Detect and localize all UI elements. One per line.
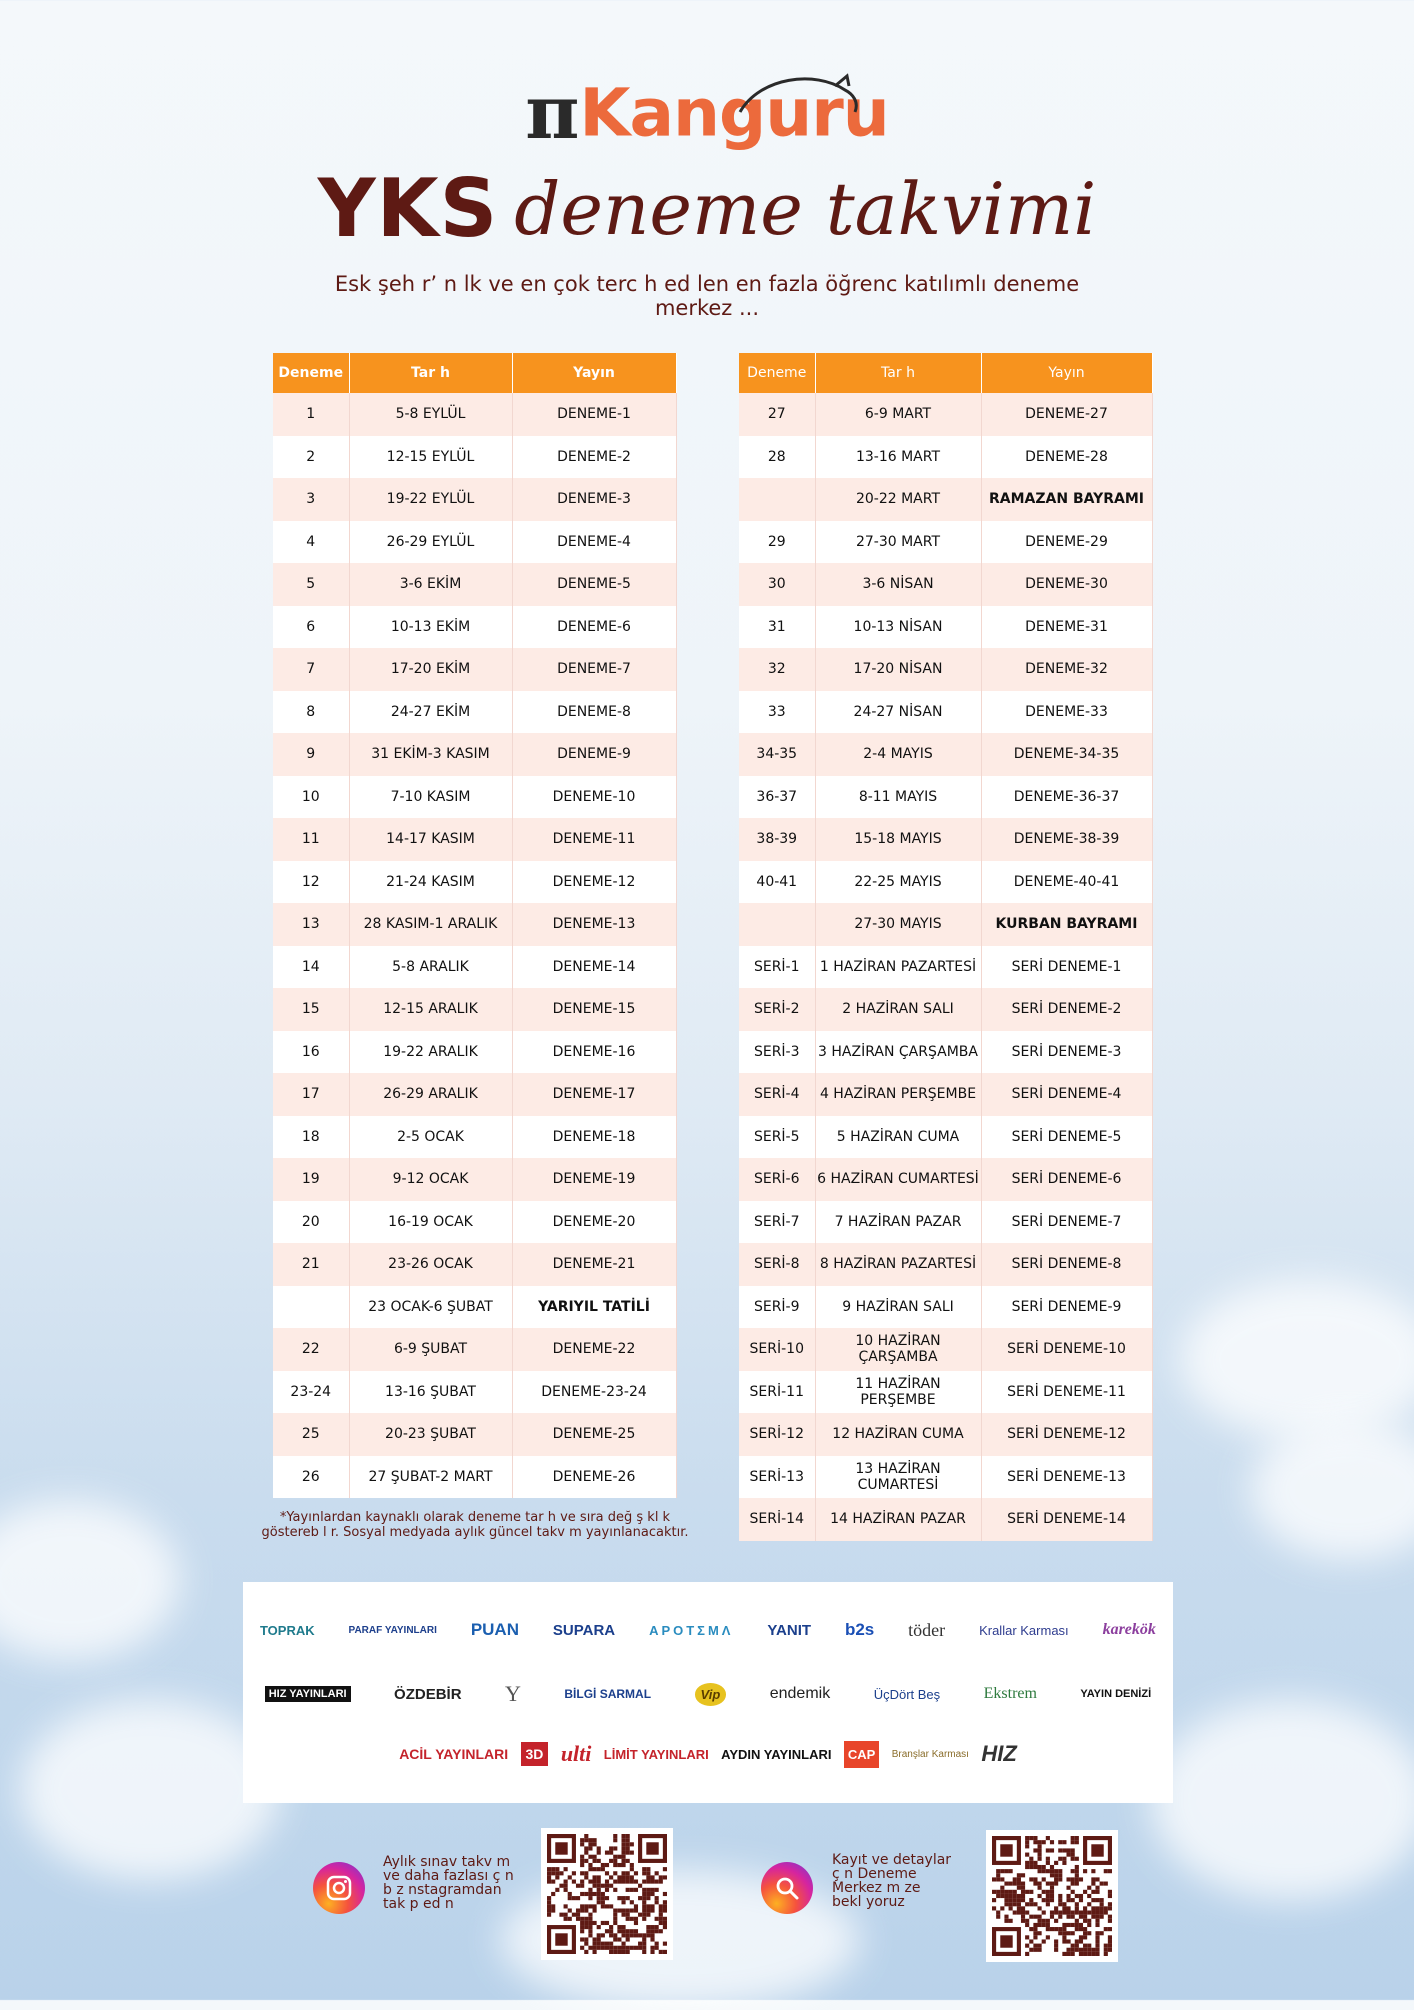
cell-yayin: DENEME-14 bbox=[512, 946, 676, 989]
cell-yayin: SERİ DENEME-9 bbox=[981, 1286, 1152, 1329]
publisher-logo: ulti bbox=[560, 1741, 592, 1766]
table-row bbox=[273, 1243, 676, 1286]
cell-yayin: SERİ DENEME-1 bbox=[981, 946, 1152, 989]
cell-deneme: SERİ-13 bbox=[739, 1456, 815, 1499]
cloud-decoration bbox=[1150, 1700, 1414, 1900]
cell-tarih: 26-29 EYLÜL bbox=[349, 521, 512, 564]
cell-yayin: DENEME-29 bbox=[981, 521, 1152, 564]
table-row bbox=[739, 1456, 1152, 1499]
header-deneme: Deneme bbox=[273, 353, 349, 393]
cell-yayin: DENEME-38-39 bbox=[981, 818, 1152, 861]
cell-yayin: DENEME-2 bbox=[512, 436, 676, 479]
cell-tarih: 7 HAZİRAN PAZAR bbox=[815, 1201, 981, 1244]
cell-deneme: SERİ-11 bbox=[739, 1371, 815, 1414]
cell-yayin: DENEME-28 bbox=[981, 436, 1152, 479]
header-deneme: Deneme bbox=[739, 353, 815, 393]
brand-logo bbox=[0, 70, 1414, 156]
table-row bbox=[273, 1158, 676, 1201]
table-row bbox=[273, 606, 676, 649]
cloud-decoration bbox=[1180, 1280, 1414, 1440]
cell-deneme: 19 bbox=[273, 1158, 349, 1201]
table-row bbox=[739, 1286, 1152, 1329]
title-main: YKS bbox=[317, 162, 499, 255]
cell-deneme: 28 bbox=[739, 436, 815, 479]
table-row bbox=[273, 478, 676, 521]
cell-deneme: 34-35 bbox=[739, 733, 815, 776]
cell-yayin: YARIYIL TATİLİ bbox=[512, 1286, 676, 1329]
cell-yayin: SERİ DENEME-2 bbox=[981, 988, 1152, 1031]
table-row bbox=[273, 776, 676, 819]
publisher-logo: ÜçDört Beş bbox=[873, 1686, 941, 1702]
cell-yayin: DENEME-22 bbox=[512, 1328, 676, 1371]
cell-tarih: 31 EKİM-3 KASIM bbox=[349, 733, 512, 776]
cell-yayin: DENEME-1 bbox=[512, 393, 676, 436]
magnifier-glyph-icon bbox=[773, 1874, 801, 1902]
cell-tarih: 16-19 OCAK bbox=[349, 1201, 512, 1244]
cell-tarih: 26-29 ARALIK bbox=[349, 1073, 512, 1116]
cell-yayin: DENEME-10 bbox=[512, 776, 676, 819]
cell-yayin: DENEME-6 bbox=[512, 606, 676, 649]
footnote: *Yayınlardan kaynaklı olarak deneme tar h ve sıra değ ş kl k göstereb l r. Sosyal medyada aylık güncel takv m yayınlanacaktır. bbox=[261, 1510, 689, 1540]
cell-deneme: SERİ-2 bbox=[739, 988, 815, 1031]
cell-yayin: DENEME-31 bbox=[981, 606, 1152, 649]
cell-yayin: DENEME-9 bbox=[512, 733, 676, 776]
cell-deneme: SERİ-6 bbox=[739, 1158, 815, 1201]
cell-deneme: 25 bbox=[273, 1413, 349, 1456]
table-row bbox=[273, 563, 676, 606]
table-row bbox=[273, 903, 676, 946]
table-row bbox=[739, 1328, 1152, 1371]
cell-tarih: 10-13 EKİM bbox=[349, 606, 512, 649]
table-row bbox=[273, 1413, 676, 1456]
qr-code-icon bbox=[992, 1836, 1112, 1956]
cell-deneme bbox=[273, 1286, 349, 1329]
cell-yayin: DENEME-19 bbox=[512, 1158, 676, 1201]
publisher-logo: Y bbox=[505, 1681, 521, 1706]
cell-tarih: 24-27 NİSAN bbox=[815, 691, 981, 734]
table-row bbox=[739, 648, 1152, 691]
cell-tarih: 9-12 OCAK bbox=[349, 1158, 512, 1201]
cell-yayin: SERİ DENEME-8 bbox=[981, 1243, 1152, 1286]
cell-tarih: 12-15 ARALIK bbox=[349, 988, 512, 1031]
publisher-logo: Krallar Karması bbox=[979, 1622, 1069, 1638]
cell-tarih: 8 HAZİRAN PAZARTESİ bbox=[815, 1243, 981, 1286]
cell-yayin: DENEME-21 bbox=[512, 1243, 676, 1286]
cell-tarih: 13 HAZİRAN CUMARTESİ bbox=[815, 1456, 981, 1499]
publishers-panel bbox=[243, 1582, 1173, 1803]
cell-deneme: SERİ-9 bbox=[739, 1286, 815, 1329]
instagram-qr-code[interactable] bbox=[541, 1828, 673, 1960]
publisher-logo: b2s bbox=[844, 1620, 875, 1639]
cell-deneme: 27 bbox=[739, 393, 815, 436]
cell-deneme: 3 bbox=[273, 478, 349, 521]
publisher-logo: YAYIN DENİZİ bbox=[1080, 1688, 1152, 1700]
table-row bbox=[739, 776, 1152, 819]
cell-yayin: SERİ DENEME-12 bbox=[981, 1413, 1152, 1456]
table-row bbox=[273, 521, 676, 564]
cell-yayin: SERİ DENEME-3 bbox=[981, 1031, 1152, 1074]
cell-yayin: SERİ DENEME-6 bbox=[981, 1158, 1152, 1201]
cell-tarih: 20-22 MART bbox=[815, 478, 981, 521]
cell-deneme: 8 bbox=[273, 691, 349, 734]
cell-deneme: 17 bbox=[273, 1073, 349, 1116]
publisher-logo: LİMİT YAYINLARI bbox=[603, 1746, 709, 1762]
table-row bbox=[739, 946, 1152, 989]
table-row bbox=[273, 691, 676, 734]
cell-yayin: DENEME-11 bbox=[512, 818, 676, 861]
table-row bbox=[739, 1371, 1152, 1414]
cell-tarih: 10 HAZİRAN ÇARŞAMBA bbox=[815, 1328, 981, 1371]
publisher-logo: YANIT bbox=[767, 1621, 812, 1639]
page-title bbox=[0, 162, 1414, 255]
cell-tarih: 27 ŞUBAT-2 MART bbox=[349, 1456, 512, 1499]
publisher-logo: HIZ YAYINLARI bbox=[265, 1686, 351, 1702]
schedule-table-right bbox=[739, 353, 1153, 1541]
table-row bbox=[739, 691, 1152, 734]
publishers-row-1 bbox=[243, 1610, 1173, 1650]
cell-tarih: 5-8 ARALIK bbox=[349, 946, 512, 989]
publisher-logo: endemik bbox=[769, 1685, 831, 1702]
cell-yayin: DENEME-40-41 bbox=[981, 861, 1152, 904]
instagram-cta-text: Aylık sınav takv m ve daha fazlası ç n b z nstagramdan tak p ed n bbox=[383, 1854, 514, 1912]
cell-yayin: DENEME-23-24 bbox=[512, 1371, 676, 1414]
cell-deneme: 36-37 bbox=[739, 776, 815, 819]
title-script: deneme takvimi bbox=[514, 166, 1097, 251]
cell-deneme: 1 bbox=[273, 393, 349, 436]
cell-tarih: 3 HAZİRAN ÇARŞAMBA bbox=[815, 1031, 981, 1074]
cell-yayin: DENEME-17 bbox=[512, 1073, 676, 1116]
cell-tarih: 22-25 MAYIS bbox=[815, 861, 981, 904]
table-header-row bbox=[739, 353, 1152, 393]
cell-tarih: 24-27 EKİM bbox=[349, 691, 512, 734]
cell-deneme: 9 bbox=[273, 733, 349, 776]
cell-tarih: 5-8 EYLÜL bbox=[349, 393, 512, 436]
cell-deneme: 4 bbox=[273, 521, 349, 564]
cell-deneme: 31 bbox=[739, 606, 815, 649]
publisher-logo: Vip bbox=[695, 1683, 727, 1706]
cell-deneme: SERİ-4 bbox=[739, 1073, 815, 1116]
publisher-logo: PUAN bbox=[470, 1620, 519, 1639]
cell-yayin: DENEME-30 bbox=[981, 563, 1152, 606]
cell-tarih: 2-5 OCAK bbox=[349, 1116, 512, 1159]
publishers-row-2 bbox=[243, 1674, 1173, 1714]
publisher-logo: 3D bbox=[521, 1742, 549, 1766]
cell-yayin: DENEME-7 bbox=[512, 648, 676, 691]
table-row bbox=[273, 1456, 676, 1499]
cell-deneme: 21 bbox=[273, 1243, 349, 1286]
header-yayin: Yayın bbox=[981, 353, 1152, 393]
cell-deneme: 23-24 bbox=[273, 1371, 349, 1414]
cell-yayin: RAMAZAN BAYRAMI bbox=[981, 478, 1152, 521]
table-row bbox=[739, 1243, 1152, 1286]
cell-tarih: 13-16 MART bbox=[815, 436, 981, 479]
cell-tarih: 11 HAZİRAN PERŞEMBE bbox=[815, 1371, 981, 1414]
cell-yayin: DENEME-15 bbox=[512, 988, 676, 1031]
pi-symbol: π bbox=[525, 70, 580, 156]
cell-yayin: DENEME-32 bbox=[981, 648, 1152, 691]
table-row bbox=[273, 393, 676, 436]
cell-tarih: 12 HAZİRAN CUMA bbox=[815, 1413, 981, 1456]
cell-deneme: SERİ-5 bbox=[739, 1116, 815, 1159]
table-row bbox=[739, 733, 1152, 776]
publisher-logo: töder bbox=[908, 1619, 946, 1640]
cell-deneme bbox=[739, 478, 815, 521]
cell-tarih: 17-20 NİSAN bbox=[815, 648, 981, 691]
table-row bbox=[739, 818, 1152, 861]
cell-tarih: 6 HAZİRAN CUMARTESİ bbox=[815, 1158, 981, 1201]
cell-deneme: SERİ-1 bbox=[739, 946, 815, 989]
instagram-icon[interactable] bbox=[313, 1862, 365, 1914]
cell-yayin: SERİ DENEME-5 bbox=[981, 1116, 1152, 1159]
publisher-logo: CAP bbox=[844, 1741, 879, 1768]
table-row bbox=[739, 436, 1152, 479]
table-row bbox=[739, 1031, 1152, 1074]
cell-tarih: 14 HAZİRAN PAZAR bbox=[815, 1498, 981, 1541]
search-cta-text: Kayıt ve detaylar ç n Deneme Merkez m ze bekl yoruz bbox=[832, 1852, 952, 1910]
cell-tarih: 17-20 EKİM bbox=[349, 648, 512, 691]
publisher-logo: ACİL YAYINLARI bbox=[399, 1746, 509, 1762]
cell-deneme: 6 bbox=[273, 606, 349, 649]
cell-deneme: 16 bbox=[273, 1031, 349, 1074]
publisher-logo: ÖZDEBİR bbox=[394, 1685, 462, 1703]
cell-tarih: 23 OCAK-6 ŞUBAT bbox=[349, 1286, 512, 1329]
cell-tarih: 28 KASIM-1 ARALIK bbox=[349, 903, 512, 946]
cell-deneme: 7 bbox=[273, 648, 349, 691]
cell-tarih: 3-6 NİSAN bbox=[815, 563, 981, 606]
cell-yayin: SERİ DENEME-14 bbox=[981, 1498, 1152, 1541]
cell-deneme: 18 bbox=[273, 1116, 349, 1159]
cell-deneme: SERİ-10 bbox=[739, 1328, 815, 1371]
cell-tarih: 5 HAZİRAN CUMA bbox=[815, 1116, 981, 1159]
table-row bbox=[739, 606, 1152, 649]
cell-yayin: DENEME-4 bbox=[512, 521, 676, 564]
cell-yayin: SERİ DENEME-10 bbox=[981, 1328, 1152, 1371]
cell-deneme: 5 bbox=[273, 563, 349, 606]
table-row bbox=[739, 861, 1152, 904]
cell-deneme: 15 bbox=[273, 988, 349, 1031]
table-row bbox=[273, 861, 676, 904]
cell-tarih: 13-16 ŞUBAT bbox=[349, 1371, 512, 1414]
cell-deneme: SERİ-14 bbox=[739, 1498, 815, 1541]
cell-deneme: 12 bbox=[273, 861, 349, 904]
cell-deneme: 30 bbox=[739, 563, 815, 606]
kangaroo-icon bbox=[735, 72, 865, 132]
cell-tarih: 27-30 MART bbox=[815, 521, 981, 564]
table-row bbox=[739, 1116, 1152, 1159]
cell-yayin: SERİ DENEME-7 bbox=[981, 1201, 1152, 1244]
table-row bbox=[273, 1201, 676, 1244]
publisher-logo: TOPRAK bbox=[259, 1622, 315, 1638]
cell-tarih: 21-24 KASIM bbox=[349, 861, 512, 904]
table-row bbox=[739, 1498, 1152, 1541]
cell-tarih: 9 HAZİRAN SALI bbox=[815, 1286, 981, 1329]
table-row bbox=[273, 818, 676, 861]
cell-deneme: SERİ-3 bbox=[739, 1031, 815, 1074]
cell-tarih: 10-13 NİSAN bbox=[815, 606, 981, 649]
cell-deneme: 20 bbox=[273, 1201, 349, 1244]
table-row bbox=[273, 436, 676, 479]
cell-yayin: DENEME-26 bbox=[512, 1456, 676, 1499]
table-row bbox=[273, 1328, 676, 1371]
publisher-logo: karekök bbox=[1102, 1621, 1156, 1638]
cell-tarih: 6-9 ŞUBAT bbox=[349, 1328, 512, 1371]
header-yayin: Yayın bbox=[512, 353, 676, 393]
cell-deneme: 14 bbox=[273, 946, 349, 989]
cell-yayin: DENEME-27 bbox=[981, 393, 1152, 436]
subtitle: Esk şeh r’ n lk ve en çok terc h ed len en fazla öğrenc katılımlı deneme merkez ... bbox=[334, 272, 1080, 320]
cell-tarih: 1 HAZİRAN PAZARTESİ bbox=[815, 946, 981, 989]
cell-tarih: 3-6 EKİM bbox=[349, 563, 512, 606]
cell-yayin: DENEME-33 bbox=[981, 691, 1152, 734]
publishers-row-3 bbox=[393, 1732, 1023, 1776]
search-icon[interactable] bbox=[761, 1862, 813, 1914]
table-row bbox=[739, 903, 1152, 946]
table-row bbox=[273, 1073, 676, 1116]
cell-yayin: DENEME-13 bbox=[512, 903, 676, 946]
cloud-decoration bbox=[20, 1700, 280, 1880]
cell-yayin: DENEME-16 bbox=[512, 1031, 676, 1074]
cell-deneme: 33 bbox=[739, 691, 815, 734]
cell-deneme: 22 bbox=[273, 1328, 349, 1371]
cell-yayin: DENEME-18 bbox=[512, 1116, 676, 1159]
cell-tarih: 4 HAZİRAN PERŞEMBE bbox=[815, 1073, 981, 1116]
cloud-decoration bbox=[1250, 1420, 1414, 1560]
cell-deneme: 13 bbox=[273, 903, 349, 946]
cell-deneme: 2 bbox=[273, 436, 349, 479]
cell-deneme: 11 bbox=[273, 818, 349, 861]
cell-tarih: 15-18 MAYIS bbox=[815, 818, 981, 861]
table-row bbox=[739, 478, 1152, 521]
cell-tarih: 12-15 EYLÜL bbox=[349, 436, 512, 479]
cell-deneme: SERİ-12 bbox=[739, 1413, 815, 1456]
table-row bbox=[273, 1371, 676, 1414]
table-row bbox=[273, 648, 676, 691]
publisher-logo: Ekstrem bbox=[983, 1685, 1037, 1702]
cell-yayin: SERİ DENEME-4 bbox=[981, 1073, 1152, 1116]
table-row bbox=[739, 521, 1152, 564]
cell-yayin: SERİ DENEME-13 bbox=[981, 1456, 1152, 1499]
cell-yayin: DENEME-25 bbox=[512, 1413, 676, 1456]
header-tarih: Tar h bbox=[349, 353, 512, 393]
cell-tarih: 23-26 OCAK bbox=[349, 1243, 512, 1286]
publisher-logo: AYDIN YAYINLARI bbox=[721, 1746, 832, 1762]
cell-tarih: 6-9 MART bbox=[815, 393, 981, 436]
cell-yayin: DENEME-36-37 bbox=[981, 776, 1152, 819]
qr-code-icon bbox=[547, 1834, 667, 1954]
registration-qr-code[interactable] bbox=[986, 1830, 1118, 1962]
cell-deneme: 32 bbox=[739, 648, 815, 691]
table-row bbox=[739, 563, 1152, 606]
table-row bbox=[273, 1031, 676, 1074]
cell-yayin: DENEME-8 bbox=[512, 691, 676, 734]
cell-tarih: 14-17 KASIM bbox=[349, 818, 512, 861]
publisher-logo: BİLGİ SARMAL bbox=[564, 1687, 652, 1701]
cloud-decoration bbox=[0, 1500, 180, 1660]
table-row bbox=[739, 988, 1152, 1031]
table-row bbox=[273, 988, 676, 1031]
cell-yayin: DENEME-12 bbox=[512, 861, 676, 904]
cell-yayin: SERİ DENEME-11 bbox=[981, 1371, 1152, 1414]
cell-tarih: 19-22 ARALIK bbox=[349, 1031, 512, 1074]
table-header-row bbox=[273, 353, 676, 393]
cell-tarih: 27-30 MAYIS bbox=[815, 903, 981, 946]
publisher-logo: SUPARA bbox=[552, 1621, 616, 1639]
cell-tarih: 8-11 MAYIS bbox=[815, 776, 981, 819]
cell-yayin: KURBAN BAYRAMI bbox=[981, 903, 1152, 946]
table-row bbox=[273, 1286, 676, 1329]
cell-deneme: SERİ-8 bbox=[739, 1243, 815, 1286]
table-row bbox=[739, 1201, 1152, 1244]
cell-deneme: 10 bbox=[273, 776, 349, 819]
cell-deneme: 26 bbox=[273, 1456, 349, 1499]
cell-tarih: 2-4 MAYIS bbox=[815, 733, 981, 776]
cell-tarih: 2 HAZİRAN SALI bbox=[815, 988, 981, 1031]
table-row bbox=[273, 733, 676, 776]
cell-deneme: 40-41 bbox=[739, 861, 815, 904]
brand-name: Kanguru bbox=[579, 74, 889, 152]
table-row bbox=[273, 946, 676, 989]
table-row bbox=[739, 1073, 1152, 1116]
schedule-table-left bbox=[273, 353, 677, 1498]
publisher-logo: PARAF YAYINLARI bbox=[348, 1624, 437, 1636]
publisher-logo: ΑΡΟΤΣΜΛ bbox=[649, 1622, 734, 1638]
cell-deneme: 38-39 bbox=[739, 818, 815, 861]
publisher-logo: HIZ bbox=[981, 1741, 1017, 1766]
table-row bbox=[273, 1116, 676, 1159]
cell-yayin: DENEME-3 bbox=[512, 478, 676, 521]
camera-glyph-icon bbox=[325, 1874, 353, 1902]
cell-yayin: DENEME-20 bbox=[512, 1201, 676, 1244]
table-row bbox=[739, 1413, 1152, 1456]
cell-deneme bbox=[739, 903, 815, 946]
cell-yayin: DENEME-5 bbox=[512, 563, 676, 606]
cell-yayin: DENEME-34-35 bbox=[981, 733, 1152, 776]
table-row bbox=[739, 393, 1152, 436]
cell-tarih: 19-22 EYLÜL bbox=[349, 478, 512, 521]
header-tarih: Tar h bbox=[815, 353, 981, 393]
publisher-logo: Branşlar Karması bbox=[891, 1748, 969, 1760]
table-row bbox=[739, 1158, 1152, 1201]
cell-tarih: 7-10 KASIM bbox=[349, 776, 512, 819]
cell-deneme: SERİ-7 bbox=[739, 1201, 815, 1244]
cell-tarih: 20-23 ŞUBAT bbox=[349, 1413, 512, 1456]
cell-deneme: 29 bbox=[739, 521, 815, 564]
